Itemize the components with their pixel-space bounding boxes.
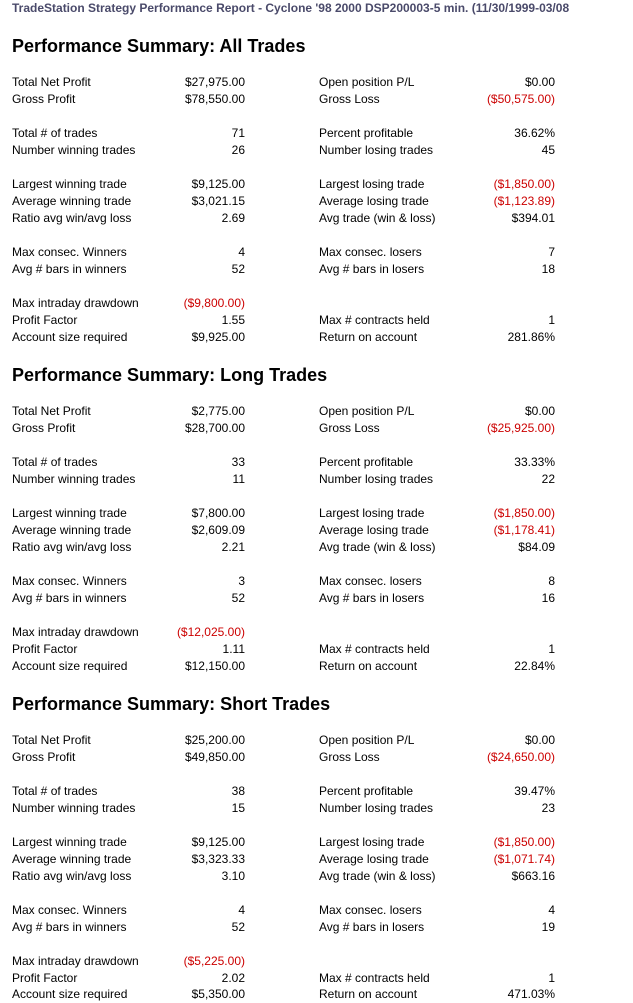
stats-row	[0, 420, 633, 437]
stat-value: $84.09	[518, 540, 555, 554]
stat-value: 22	[541, 472, 555, 486]
stat-label: Total Net Profit	[12, 75, 91, 89]
stat-label: Number winning trades	[12, 143, 136, 157]
stats-row	[0, 953, 633, 970]
stats-row	[0, 403, 633, 420]
stat-value: 2.21	[221, 540, 245, 554]
stat-label: Open position P/L	[319, 733, 415, 747]
stat-label: Total Net Profit	[12, 733, 91, 747]
stat-value: $0.00	[524, 404, 555, 418]
stat-label: Open position P/L	[319, 404, 415, 418]
stat-label: Largest losing trade	[319, 177, 425, 191]
stats-row	[0, 641, 633, 658]
report-header-title: TradeStation Strategy Performance Report - Cyclone '98 2000 DSP200003-5 min. (11/30/1999-03/08	[12, 1, 570, 15]
stats-row	[0, 539, 633, 556]
stat-value: ($9,800.00)	[183, 296, 245, 310]
stat-label: Average losing trade	[319, 194, 429, 208]
stat-label: Max intraday drawdown	[12, 296, 139, 310]
stat-label: Max # contracts held	[319, 313, 430, 327]
stat-value: 1	[548, 313, 555, 327]
stat-value: 71	[231, 126, 245, 140]
stat-value: 4	[548, 903, 555, 917]
stat-value: $0.00	[524, 733, 555, 747]
stat-label: Number winning trades	[12, 472, 136, 486]
stat-label: Percent profitable	[319, 126, 414, 140]
stat-label: Max consec. losers	[319, 245, 422, 259]
stat-label: Open position P/L	[319, 75, 415, 89]
stat-value: $9,925.00	[191, 330, 245, 344]
stats-row	[0, 505, 633, 522]
stat-value: 52	[231, 591, 245, 605]
stat-value: 19	[541, 920, 555, 934]
stat-label: Avg # bars in winners	[12, 591, 127, 605]
stat-label: Number losing trades	[319, 801, 434, 815]
stat-value: ($1,850.00)	[493, 835, 555, 849]
stat-label: Gross Loss	[319, 750, 380, 764]
stat-label: Gross Loss	[319, 421, 380, 435]
stat-label: Return on account	[319, 330, 418, 344]
stat-label: Percent profitable	[319, 455, 414, 469]
stat-label: Total # of trades	[12, 126, 98, 140]
stats-row	[0, 986, 633, 1003]
stat-label: Profit Factor	[12, 642, 78, 656]
stat-label: Average winning trade	[12, 523, 132, 537]
stat-value: 2.69	[221, 211, 245, 225]
stat-value: 52	[231, 262, 245, 276]
stats-row	[0, 471, 633, 488]
stats-row	[0, 573, 633, 590]
stat-label: Largest winning trade	[12, 506, 127, 520]
stat-value: 4	[238, 245, 245, 259]
stat-label: Total Net Profit	[12, 404, 91, 418]
stat-value: 471.03%	[507, 987, 555, 1001]
stat-label: Total # of trades	[12, 455, 98, 469]
stat-label: Return on account	[319, 659, 418, 673]
stat-label: Max intraday drawdown	[12, 625, 139, 639]
stats-row	[0, 590, 633, 607]
stat-value: $663.16	[511, 869, 555, 883]
stats-row	[0, 210, 633, 227]
stat-label: Number losing trades	[319, 143, 434, 157]
stat-label: Average winning trade	[12, 852, 132, 866]
stat-label: Ratio avg win/avg loss	[12, 540, 132, 554]
stat-value: $9,125.00	[191, 835, 245, 849]
stat-label: Profit Factor	[12, 971, 78, 985]
stat-value: $7,800.00	[191, 506, 245, 520]
stat-label: Percent profitable	[319, 784, 414, 798]
stat-value: $9,125.00	[191, 177, 245, 191]
stats-row	[0, 522, 633, 539]
stat-value: ($1,123.89)	[493, 194, 555, 208]
stat-value: $78,550.00	[184, 92, 245, 106]
stats-row	[0, 454, 633, 471]
stats-row	[0, 176, 633, 193]
stat-label: Avg # bars in winners	[12, 262, 127, 276]
stats-row	[0, 74, 633, 91]
stats-row	[0, 125, 633, 142]
stat-value: ($12,025.00)	[176, 625, 245, 639]
stat-label: Average losing trade	[319, 523, 429, 537]
stat-value: 281.86%	[507, 330, 555, 344]
stat-label: Account size required	[12, 987, 128, 1001]
stats-row	[0, 312, 633, 329]
stat-value: 26	[231, 143, 245, 157]
stat-value: 38	[231, 784, 245, 798]
stat-label: Max intraday drawdown	[12, 954, 139, 968]
stat-label: Largest winning trade	[12, 835, 127, 849]
stat-label: Number losing trades	[319, 472, 434, 486]
stats-row	[0, 261, 633, 278]
stats-row	[0, 851, 633, 868]
stat-label: Number winning trades	[12, 801, 136, 815]
stat-label: Avg # bars in losers	[319, 920, 425, 934]
stat-value: $2,609.09	[191, 523, 245, 537]
stat-label: Largest losing trade	[319, 506, 425, 520]
stat-value: 4	[238, 903, 245, 917]
stat-value: 39.47%	[514, 784, 555, 798]
stat-label: Average losing trade	[319, 852, 429, 866]
stat-value: $0.00	[524, 75, 555, 89]
stats-row	[0, 783, 633, 800]
stat-label: Max consec. Winners	[12, 245, 127, 259]
stats-row	[0, 919, 633, 936]
stat-value: ($24,650.00)	[486, 750, 555, 764]
stat-value: 33.33%	[514, 455, 555, 469]
stat-value: $5,350.00	[191, 987, 245, 1001]
stats-row	[0, 834, 633, 851]
stats-row	[0, 244, 633, 261]
stat-label: Total # of trades	[12, 784, 98, 798]
stat-label: Avg # bars in winners	[12, 920, 127, 934]
stat-value: 3	[238, 574, 245, 588]
stat-value: ($5,225.00)	[183, 954, 245, 968]
stat-value: $25,200.00	[184, 733, 245, 747]
stat-label: Avg # bars in losers	[319, 591, 425, 605]
stat-label: Average winning trade	[12, 194, 132, 208]
stat-value: $28,700.00	[184, 421, 245, 435]
stat-label: Max consec. Winners	[12, 903, 127, 917]
stat-label: Avg trade (win & loss)	[319, 211, 436, 225]
stat-label: Gross Profit	[12, 92, 76, 106]
stat-label: Max consec. losers	[319, 574, 422, 588]
stat-value: 1	[548, 642, 555, 656]
stat-value: 2.02	[221, 971, 245, 985]
stat-value: 22.84%	[514, 659, 555, 673]
stat-value: 7	[548, 245, 555, 259]
stat-value: ($50,575.00)	[486, 92, 555, 106]
stats-row	[0, 902, 633, 919]
stat-value: 45	[541, 143, 555, 157]
stat-label: Return on account	[319, 987, 418, 1001]
stat-value: $394.01	[511, 211, 555, 225]
stat-value: ($1,850.00)	[493, 177, 555, 191]
stat-value: 52	[231, 920, 245, 934]
stat-label: Ratio avg win/avg loss	[12, 211, 132, 225]
stats-row	[0, 800, 633, 817]
stats-row	[0, 732, 633, 749]
stats-row	[0, 193, 633, 210]
stat-label: Avg trade (win & loss)	[319, 869, 436, 883]
stat-label: Account size required	[12, 330, 128, 344]
stat-value: $12,150.00	[184, 659, 245, 673]
stat-label: Profit Factor	[12, 313, 78, 327]
stat-label: Largest losing trade	[319, 835, 425, 849]
stat-value: 23	[541, 801, 555, 815]
stat-value: 1.55	[221, 313, 245, 327]
stats-row	[0, 868, 633, 885]
stat-value: ($1,071.74)	[493, 852, 555, 866]
stat-label: Avg trade (win & loss)	[319, 540, 436, 554]
stats-row	[0, 970, 633, 987]
stat-value: 8	[548, 574, 555, 588]
stats-row	[0, 142, 633, 159]
stat-label: Gross Loss	[319, 92, 380, 106]
stat-label: Ratio avg win/avg loss	[12, 869, 132, 883]
section-title-all-trades: Performance Summary: All Trades	[12, 36, 306, 56]
stat-value: 1.11	[222, 642, 245, 656]
stat-value: $3,021.15	[191, 194, 245, 208]
stat-value: 36.62%	[514, 126, 555, 140]
stats-row	[0, 658, 633, 675]
stat-value: 15	[231, 801, 245, 815]
section-title-short-trades: Performance Summary: Short Trades	[12, 694, 331, 714]
stat-value: 18	[541, 262, 555, 276]
stats-row	[0, 329, 633, 346]
stats-row	[0, 624, 633, 641]
stats-row	[0, 749, 633, 766]
stat-value: $3,323.33	[191, 852, 245, 866]
stat-value: ($1,178.41)	[493, 523, 555, 537]
stat-value: ($25,925.00)	[486, 421, 555, 435]
stat-label: Max # contracts held	[319, 642, 430, 656]
stat-value: 33	[231, 455, 245, 469]
stat-value: $27,975.00	[184, 75, 245, 89]
stat-value: $49,850.00	[184, 750, 245, 764]
stat-value: 16	[541, 591, 555, 605]
stat-value: 1	[548, 971, 555, 985]
stat-label: Max # contracts held	[319, 971, 430, 985]
stats-row	[0, 91, 633, 108]
stat-label: Max consec. Winners	[12, 574, 127, 588]
stat-value: 3.10	[221, 869, 245, 883]
stat-value: $2,775.00	[191, 404, 245, 418]
stat-value: ($1,850.00)	[493, 506, 555, 520]
stat-label: Gross Profit	[12, 750, 76, 764]
stat-label: Avg # bars in losers	[319, 262, 425, 276]
stat-value: 11	[232, 472, 245, 486]
stat-label: Max consec. losers	[319, 903, 422, 917]
stats-row	[0, 295, 633, 312]
stat-label: Gross Profit	[12, 421, 76, 435]
stat-label: Largest winning trade	[12, 177, 127, 191]
stat-label: Account size required	[12, 659, 128, 673]
section-title-long-trades: Performance Summary: Long Trades	[12, 365, 328, 385]
